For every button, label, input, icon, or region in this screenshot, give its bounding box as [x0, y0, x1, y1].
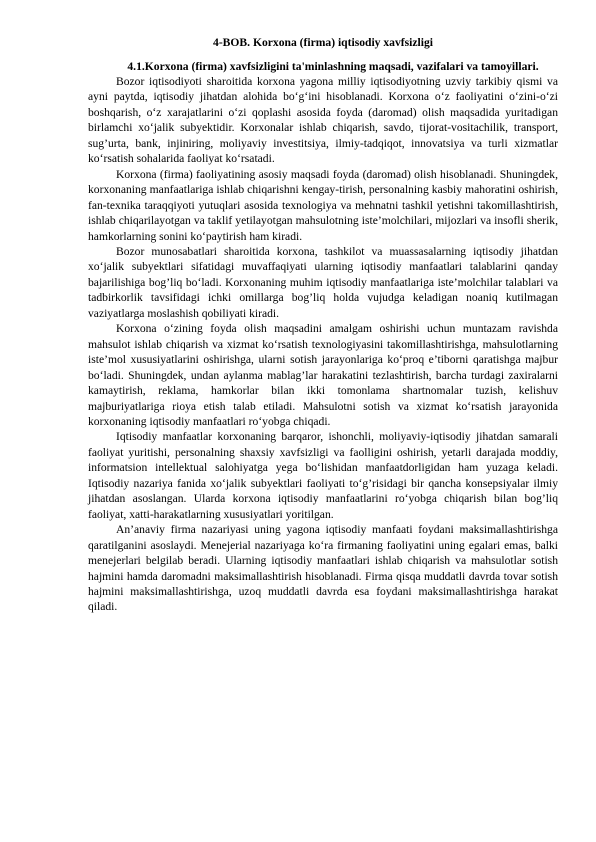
document-page	[88, 35, 558, 615]
body-paragraph: Korxona (firma) faoliyatining asosiy maqsadi foyda (daromad) olish hisoblanadi. Shuningdek, korxonaning manfaatlariga ishlab chiqarishni kengay-tirish, personalning kasbiy mahoratini oshirish, fan-texnika taraqqiyoti yutuqlari asosida texnologiya va mehnatni tashkil yetishni takomillashtirish, ishlab chiqarilayotgan va taklif yetilayotgan mahsulotning iste’molchilari, mijozlari va insofli sherik, hamkorlarning sonini ko‘paytirish ham kiradi.	[88, 167, 558, 243]
chapter-title: 4-BOB. Korxona (firma) iqtisodiy xavfsizligi	[213, 36, 433, 49]
body-paragraph: Iqtisodiy manfaatlar korxonaning barqaror, ishonchli, moliyaviy-iqtisodiy jihatdan samarali faoliyat yuritishi, personalning shaxsiy xavfsizligi va faolligini oshirish, yetarli darajada moddiy, informatsion intellektual salohiyatga yega bo‘lishidan manfaatdorligidan ham yuzaga keladi. Iqtisodiy nazariya fanida xo‘jalik subyektlari faoliyati to‘g’risidagi bir qancha konsepsiyalar ilmiy jihatdan asoslangan. Ularda korxona iqtisodiy manfaatlarini ro‘yobga chiqarish bilan bog’liq faoliyat, xatti-harakatlarning xususiyatlari yoritilgan.	[88, 430, 558, 521]
body-paragraph: Bozor munosabatlari sharoitida korxona, tashkilot va muassasalarning iqtisodiy jihatdan xo‘jalik subyektlari sifatidagi muvaffaqiyati ularning iqtisodiy manfaatlari talablarini qanday bajarilishiga bog’liq bo‘ladi. Korxonaning muhim iqtisodiy manfaatlariga iste’molchilar talablari va tadbirkorlik tavsifidagi ichki omillarga bog’liq holda vujudga keladigan noaniq kutilmagan vaziyatlarga moslashish qobiliyati kiradi.	[88, 244, 558, 320]
body-paragraph: Bozor iqtisodiyoti sharoitida korxona yagona milliy iqtisodiyotning uzviy tarkibiy qismi va ayni paytda, iqtisodiy jihatdan alohida bo‘g‘ini hisoblanadi. Korxona o‘z faoliyatini o‘zini-o‘zi boshqarish, o‘z xarajatlarini o‘zi qoplashi asosida foyda (daromad) olish maqsadida yuritadigan birlamchi xo‘jalik subyektidir. Korxonalar ishlab chiqarish, savdo, tijorat-vositachilik, transport, sug’urta, bank, injiniring, moliyaviy investitsiya, ilmiy-tadqiqot, innovatsiya va turli xizmatlar ko‘rsatish sohalarida faoliyat ko‘rsatadi.	[88, 75, 558, 166]
body-paragraph: An’anaviy firma nazariyasi uning yagona iqtisodiy manfaati foydani maksimallashtirishga qaratilganini asoslaydi. Menejerial nazariyaga ko‘ra firmaning faoliyatini uning egalari emas, balki menejerlari belgilab beradi. Ularning iqtisodiy manfaatlari ishlab chiqarish va mahsulotlar sotish hajmini hamda daromadni maksimallashtirish hisoblanadi. Firma qisqa muddatli davrda tovar sotish hajmini maksimallashtirishga, uzoq muddatli davrda esa foydani maksimallashtirishga harakat qiladi.	[88, 523, 558, 614]
body-paragraph: Korxona o‘zining foyda olish maqsadini amalgam oshirishi uchun muntazam ravishda mahsulot ishlab chiqarish va xizmat ko‘rsatish texnologiyasini takomillashtirishga, mahsulotlarning iste’mol xususiyatlarini oshirishga, ularni sotish jarayonlariga ko‘proq e’tiborni qaratishga majbur bo‘ladi. Shuningdek, undan aylanma mablag’lar harakatini tezlashtirish, barcha turdagi zaxiralarni kamaytirish, reklama, hamkorlar bilan ikki tomonlama shartnomalar tuzish, kelishuv majburiyatlariga rioya etish talab etiladi. Mahsulotni sotish va xizmat ko‘rsatish jarayonida korxonaning iqtisodiy manfaatlari ro‘yobga chiqadi.	[88, 322, 558, 428]
section-title: 4.1.Korxona (firma) xavfsizligini ta'minlashning maqsadi, vazifalari va tamoyillari.	[127, 60, 539, 73]
